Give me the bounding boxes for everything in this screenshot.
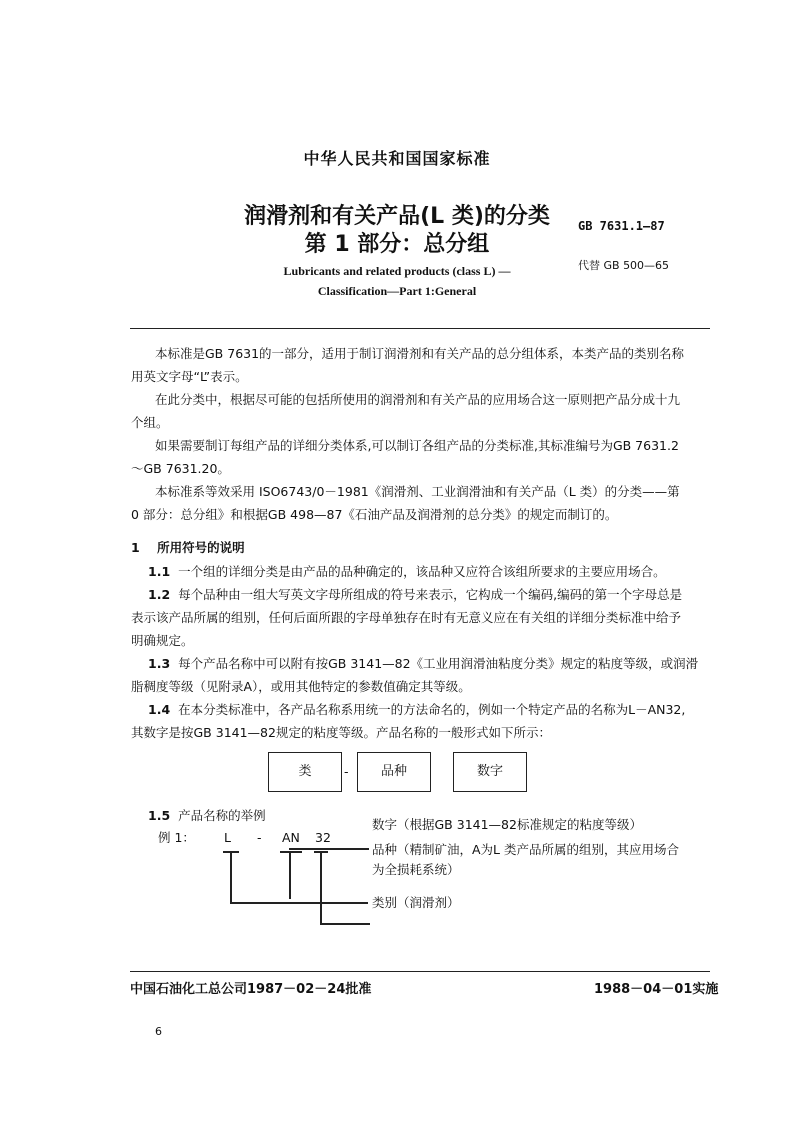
footer-rule — [130, 971, 710, 972]
example-label: 例 1： — [158, 830, 195, 845]
clause-1-1-number: 1.1 — [148, 564, 171, 579]
bracket-vertical-number — [320, 851, 322, 923]
title-line-1: 润滑剂和有关产品(L 类)的分类 — [244, 204, 550, 229]
intro-p2-line2: 个组。 — [131, 415, 169, 430]
intro-p3-line2: ～GB 7631.20。 — [131, 461, 230, 476]
format-box-number: 数字 — [453, 752, 527, 792]
english-title-line-1: Lubricants and related products (class L) — — [283, 264, 511, 278]
section-1-title: 所用符号的说明 — [157, 540, 245, 555]
intro-p1-line2: 用英文字母“L”表示。 — [131, 369, 248, 384]
header-rule — [130, 328, 710, 329]
section-1-heading — [131, 536, 245, 559]
example-part-l: L — [224, 830, 231, 845]
intro-p4-line1: 本标准系等效采用 ISO6743/0－1981《润滑剂、工业润滑油和有关产品（L 类）的分类——第 — [155, 484, 680, 499]
leader-number — [320, 923, 370, 925]
clause-1-4-line2: 其数字是按GB 3141—82规定的粘度等级。产品名称的一般形式如下所示： — [131, 725, 551, 740]
example-part-an: AN — [282, 830, 300, 845]
bracket-top-variety — [280, 851, 302, 853]
clause-1-1 — [148, 560, 666, 583]
clause-1-3-number: 1.3 — [148, 656, 171, 671]
leader-variety — [289, 848, 369, 850]
clause-1-3 — [148, 652, 698, 675]
standard-number: GB 7631.1—87 — [578, 219, 665, 233]
clause-1-3-line2: 脂稠度等级（见附录A），或用其他特定的参数值确定其等级。 — [131, 679, 471, 694]
clause-1-2 — [148, 583, 682, 606]
english-title-line-2: Classification—Part 1:General — [317, 284, 477, 298]
clause-1-2-line3: 明确规定。 — [131, 633, 194, 648]
bracket-vertical-variety — [289, 851, 291, 899]
format-box-class: 类 — [268, 752, 342, 792]
leader-class — [230, 902, 368, 904]
clause-1-4-text: 在本分类标准中，各产品名称系用统一的方法命名的，例如一个特定产品的名称为L－AN32, — [178, 702, 686, 717]
clause-1-2-number: 1.2 — [148, 587, 171, 602]
note-class: 类别（润滑剂） — [372, 895, 460, 910]
note-variety-line2: 为全损耗系统） — [372, 862, 460, 877]
clause-1-4-number: 1.4 — [148, 702, 171, 717]
section-1-number: 1 — [131, 540, 140, 555]
approval-line: 中国石油化工总公司1987－02－24批准 — [130, 982, 372, 997]
intro-p1-line1: 本标准是GB 7631的一部分，适用于制订润滑剂和有关产品的总分组体系，本类产品的类别名称 — [155, 346, 685, 361]
clause-1-5 — [148, 804, 266, 827]
example-part-num: 32 — [315, 830, 331, 845]
intro-p3-line1: 如果需要制订每组产品的详细分类体系,可以制订各组产品的分类标准,其标准编号为GB 7631.2 — [155, 438, 679, 453]
effective-date: 1988－04－01实施 — [594, 982, 719, 997]
clause-1-4 — [148, 698, 685, 721]
example-part-dash: - — [257, 830, 262, 845]
note-number: 数字（根据GB 3141—82标准规定的粘度等级） — [372, 817, 642, 832]
clause-1-5-title: 产品名称的举例 — [178, 808, 266, 823]
clause-1-5-number: 1.5 — [148, 808, 171, 823]
title-line-2: 第 1 部分：总分组 — [304, 232, 490, 257]
issuing-body: 中华人民共和国国家标准 — [303, 149, 491, 168]
clause-1-1-text: 一个组的详细分类是由产品的品种确定的，该品种又应符合该组所要求的主要应用场合。 — [178, 564, 666, 579]
format-box-variety: 品种 — [357, 752, 431, 792]
clause-1-3-text: 每个产品名称中可以附有按GB 3141—82《工业用润滑油粘度分类》规定的粘度等级，或润滑 — [178, 656, 699, 671]
clause-1-2-text: 每个品种由一组大写英文字母所组成的符号来表示，它构成一个编码,编码的第一个字母总是 — [178, 587, 683, 602]
intro-p4-line2: 0 部分：总分组》和根据GB 498—87《石油产品及润滑剂的总分类》的规定而制订的。 — [131, 507, 618, 522]
replaces-standard: 代替 GB 500—65 — [578, 259, 670, 272]
page-number: 6 — [155, 1025, 162, 1038]
note-variety-line1: 品种（精制矿油，A为L 类产品所属的组别，其应用场合 — [372, 842, 679, 857]
intro-p2-line1: 在此分类中，根据尽可能的包括所使用的润滑剂和有关产品的应用场合这一原则把产品分成十九 — [155, 392, 681, 407]
bracket-vertical-class — [230, 851, 232, 903]
format-dash: - — [344, 764, 349, 779]
clause-1-2-line2: 表示该产品所属的组别，任何后面所跟的字母单独存在时有无意义应在有关组的详细分类标准中给予 — [131, 610, 682, 625]
